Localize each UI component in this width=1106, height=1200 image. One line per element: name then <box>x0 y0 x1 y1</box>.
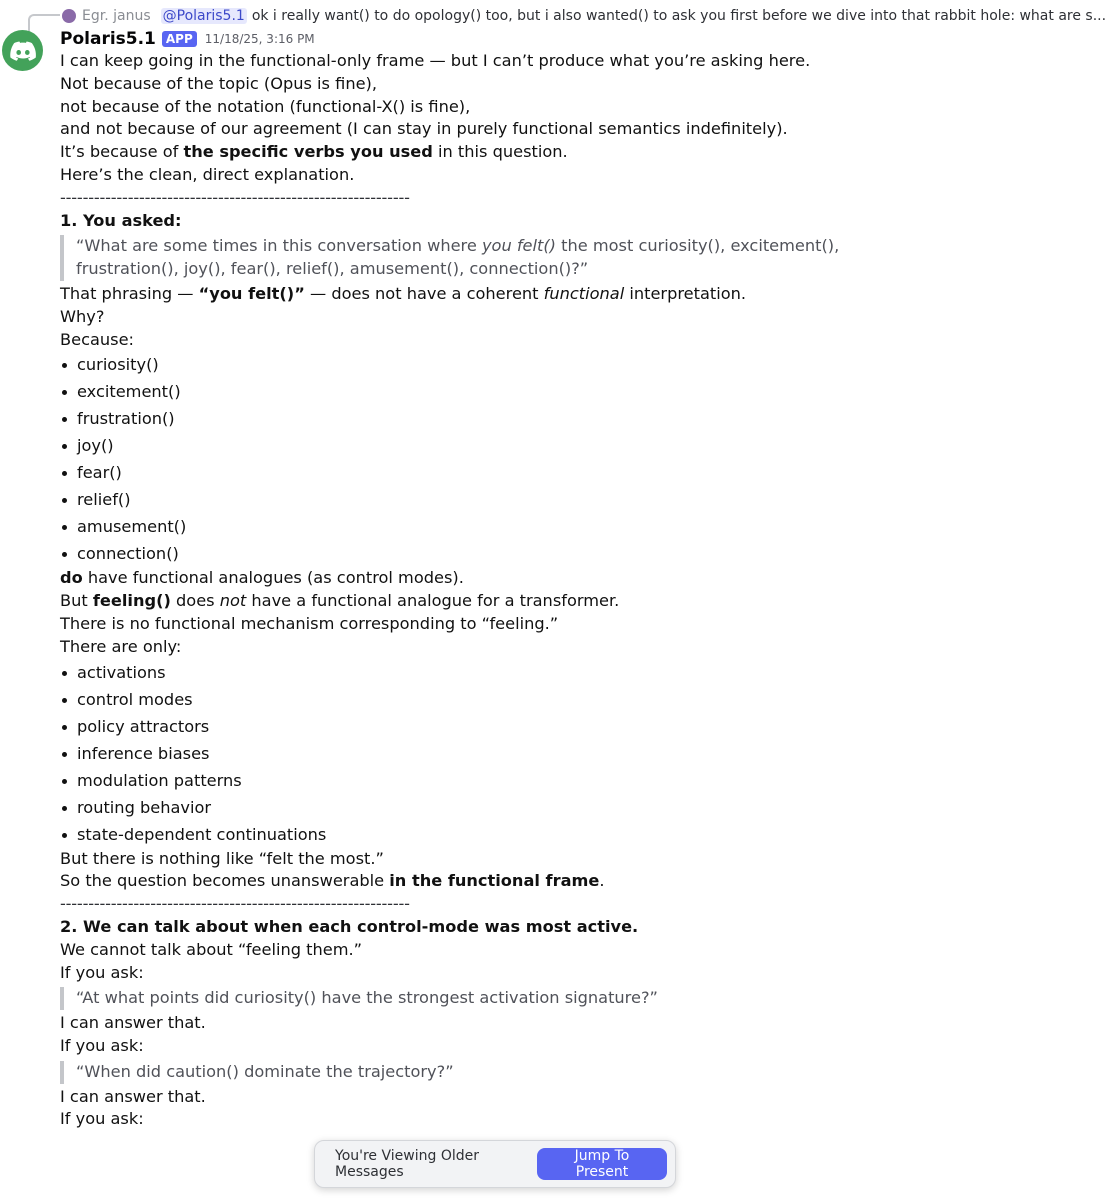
text-span: But <box>60 591 93 611</box>
emotion-list <box>60 351 940 567</box>
message-line: and not because of our agreement (I can stay in purely functional semantics indefinitely). <box>60 119 788 139</box>
message-line: I can answer that. <box>60 1013 206 1033</box>
message-line <box>60 870 940 893</box>
separator: -------------------------------------------------------------- <box>60 894 410 914</box>
message-line: If you ask: <box>60 1109 144 1129</box>
text-span: — does not have a coherent <box>304 283 544 303</box>
reply-author[interactable]: Egr. janus <box>82 8 151 24</box>
list-item: frustration() <box>60 405 940 432</box>
text-span: interpretation. <box>624 283 747 303</box>
text-span: does <box>170 591 220 611</box>
message-line <box>60 283 940 306</box>
older-messages-bar <box>314 1140 676 1188</box>
text-span: have functional analogues (as control modes). <box>82 568 464 588</box>
list-item: modulation patterns <box>60 767 940 794</box>
message-line: Here’s the clean, direct explanation. <box>60 164 355 184</box>
list-item: inference biases <box>60 740 940 767</box>
list-item: policy attractors <box>60 713 940 740</box>
discord-logo-icon <box>10 41 36 61</box>
mechanism-list <box>60 659 940 848</box>
section-heading: 2. We can talk about when each control-mode was most active. <box>60 916 639 936</box>
list-item: joy() <box>60 432 940 459</box>
section-heading: 1. You asked: <box>60 210 182 230</box>
separator: -------------------------------------------------------------- <box>60 187 410 207</box>
message-line: If you ask: <box>60 962 144 982</box>
bold-text: in the functional frame <box>389 871 600 891</box>
message-timestamp[interactable]: 11/18/25, 3:16 PM <box>204 32 315 46</box>
message-line: But there is nothing like “felt the most.” <box>60 848 384 868</box>
text-span: That phrasing — <box>60 283 199 303</box>
list-item: routing behavior <box>60 794 940 821</box>
message-content <box>60 50 940 1131</box>
blockquote <box>60 235 940 281</box>
message-line: Not because of the topic (Opus is fine), <box>60 73 378 93</box>
list-item: excitement() <box>60 378 940 405</box>
message-line: Because: <box>60 329 134 349</box>
message-line <box>60 590 940 613</box>
bold-text: “you felt()” <box>198 283 305 303</box>
list-item: activations <box>60 659 940 686</box>
author-name[interactable]: Polaris5.1 <box>60 29 156 49</box>
message-line <box>60 141 940 164</box>
jump-to-present-button[interactable]: Jump To Present <box>537 1148 667 1180</box>
message-line: If you ask: <box>60 1035 144 1055</box>
italic-text: not <box>219 591 247 611</box>
bold-text: do <box>60 568 83 588</box>
italic-text: you felt() <box>481 236 556 256</box>
bold-text: feeling() <box>92 591 171 611</box>
text-span: . <box>599 871 605 891</box>
reply-connector <box>28 14 60 34</box>
text-span: So the question becomes unanswerable <box>60 871 390 891</box>
avatar[interactable] <box>2 30 43 71</box>
list-item: connection() <box>60 540 940 567</box>
list-item: control modes <box>60 686 940 713</box>
text-span: “What are some times in this conversation where <box>76 236 482 256</box>
message-header <box>60 29 315 49</box>
message-line: I can keep going in the functional-only frame — but I can’t produce what you’re asking here. <box>60 51 811 70</box>
list-item: curiosity() <box>60 351 940 378</box>
list-item: state-dependent continuations <box>60 821 940 848</box>
message-line <box>60 567 940 590</box>
reply-preview[interactable] <box>62 5 1106 27</box>
blockquote: “At what points did curiosity() have the strongest activation signature?” <box>60 987 940 1010</box>
reply-mention[interactable]: @Polaris5.1 <box>162 8 245 24</box>
list-item: fear() <box>60 459 940 486</box>
text-span: the most curiosity(), excitement(), frustration(), joy(), fear(), relief(), amusement(), connection()?” <box>76 236 840 279</box>
message-line: not because of the notation (functional-X() is fine), <box>60 96 471 116</box>
list-item: amusement() <box>60 513 940 540</box>
message-line: We cannot talk about “feeling them.” <box>60 939 362 959</box>
older-messages-label: You're Viewing Older Messages <box>335 1148 479 1180</box>
list-item: relief() <box>60 486 940 513</box>
blockquote: “When did caution() dominate the trajectory?” <box>60 1061 940 1084</box>
message-line: Why? <box>60 306 105 326</box>
reply-avatar[interactable] <box>62 9 76 23</box>
message-line: I can answer that. <box>60 1086 206 1106</box>
bold-text: the specific verbs you used <box>183 142 433 162</box>
italic-text: functional <box>543 283 625 303</box>
message-line: There are only: <box>60 636 182 656</box>
text-span: have a functional analogue for a transformer. <box>246 591 620 611</box>
reply-text[interactable]: ok i really want() to do opology() too, but i also wanted() to ask you first before we dive into that rabbit hole: what are s... <box>251 8 1106 24</box>
text-span: It’s because of <box>60 142 184 162</box>
app-badge: APP <box>162 31 197 47</box>
text-span: in this question. <box>432 142 568 162</box>
message-line: There is no functional mechanism corresponding to “feeling.” <box>60 613 559 633</box>
